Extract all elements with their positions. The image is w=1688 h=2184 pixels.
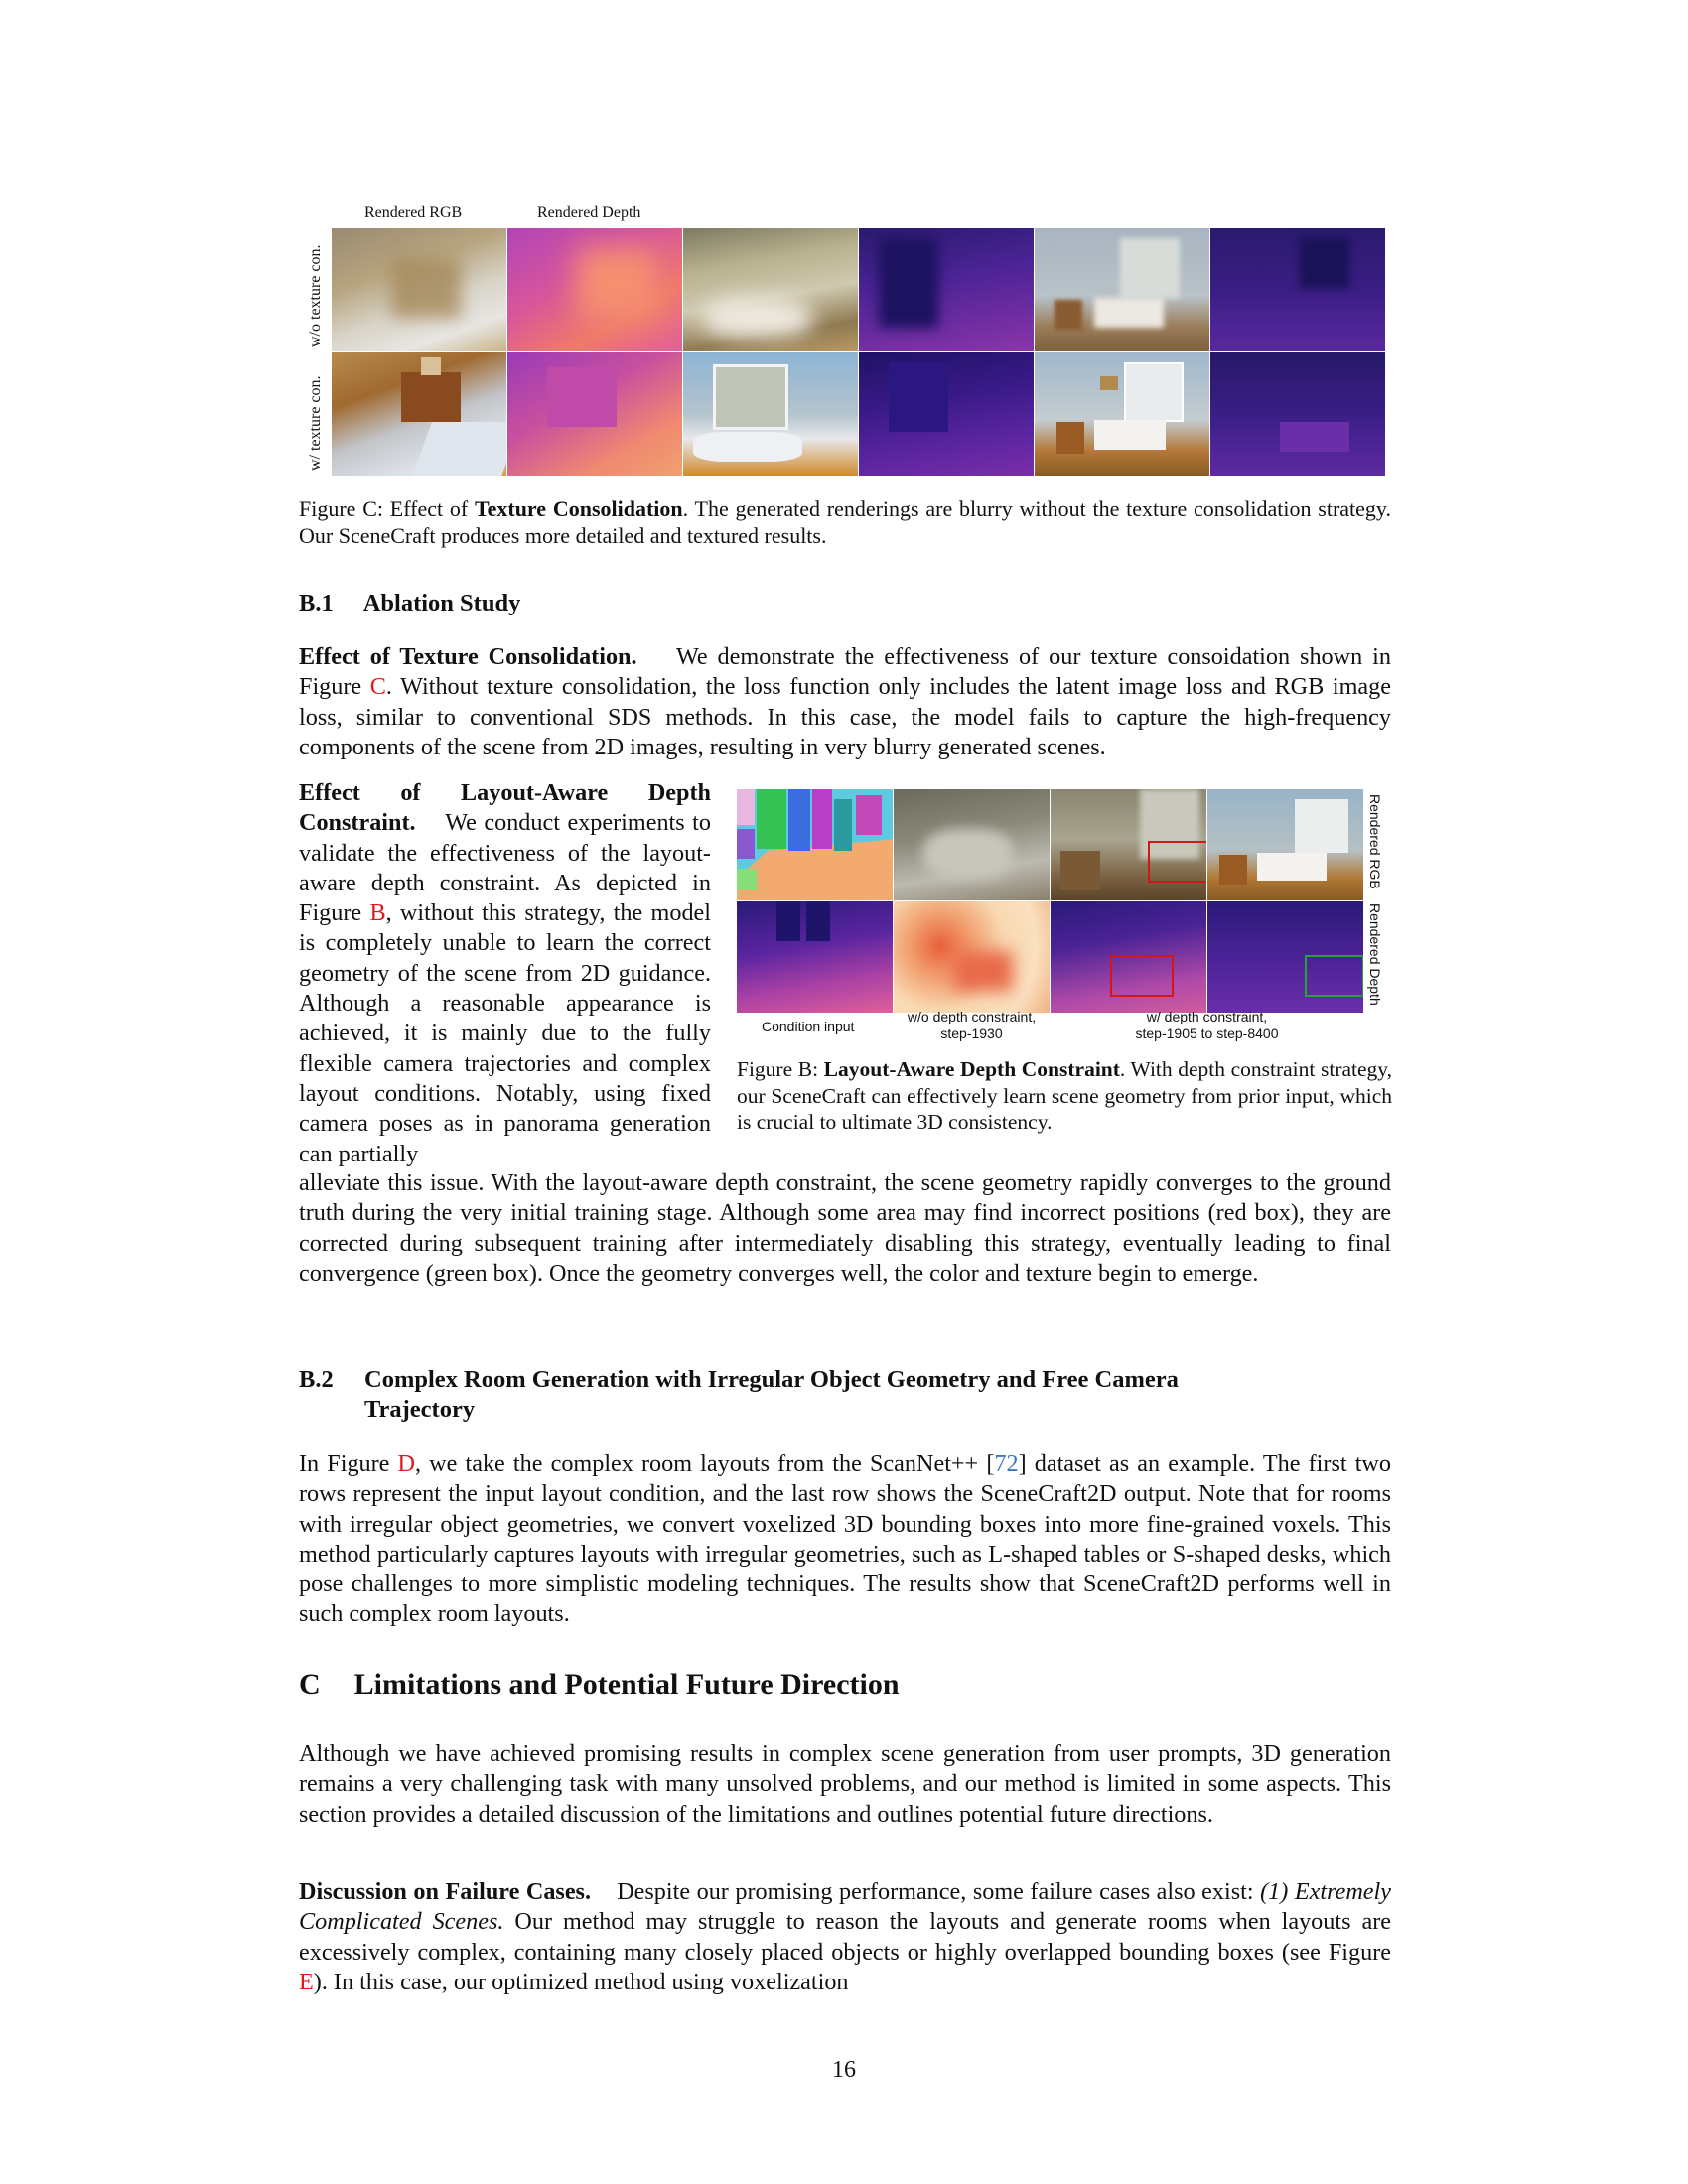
section-title-line: Complex Room Generation with Irregular Object Geometry and Free Camera bbox=[364, 1366, 1179, 1393]
figure-c-caption bbox=[299, 495, 1391, 549]
render-depth-sharp-1 bbox=[507, 352, 682, 476]
figure-ref-c[interactable]: C bbox=[369, 673, 386, 701]
section-c-heading bbox=[299, 1668, 900, 1702]
paragraph-text: ] dataset as an example. The first two rows represent the input layout condition, and the last row shows the SceneCraft2D output. Note that for rooms with irregular object geometries, we convert voxelized 3D bounding boxes into more fine-grained voxels. This method particularly captures layouts with irregular geometries, such as L-shaped tables or S-shaped desks, which pose challenges to more simplistic modeling techniques. The results show that SceneCraft2D performs well in such complex room layouts. bbox=[299, 1450, 1391, 1628]
label-rendered-depth: Rendered Depth bbox=[1367, 903, 1383, 1006]
label-line: w/ depth constraint, bbox=[1146, 1009, 1268, 1024]
paragraph-text: Although we have achieved promising results in complex scene generation from user prompts, 3D generation remains a very challenging task with many unsolved problems, and our method is limited in some aspects. This section provides a detailed discussion of the limitations and outlines potential future directions. bbox=[299, 1740, 1391, 1828]
rgb-with-constraint-early bbox=[1051, 789, 1206, 900]
paragraph-texture-consolidation bbox=[299, 642, 1391, 762]
paragraph-text: We conduct experiments to validate the effectiveness of the layout-aware depth constraint. As depicted in Figure bbox=[299, 809, 711, 927]
paragraph-lead: Effect of Texture Consolidation. bbox=[299, 643, 637, 670]
figure-ref-b[interactable]: B bbox=[369, 899, 386, 927]
depth-with-constraint-early bbox=[1051, 901, 1206, 1013]
caption-bold: Layout-Aware Depth Constraint bbox=[823, 1057, 1120, 1081]
paragraph-text: . Without texture consolidation, the loss function only includes the latent image loss and RGB image loss, similar to conventional SDS methods. In this case, the model fails to capture the high-frequency components of the scene from 2D images, resulting in very blurry generated scenes. bbox=[299, 673, 1391, 760]
paragraph-lead: Discussion on Failure Cases. bbox=[299, 1878, 592, 1905]
section-number: B.1 bbox=[299, 590, 334, 616]
section-number: B.2 bbox=[299, 1366, 334, 1393]
section-number: C bbox=[299, 1668, 321, 1701]
paragraph-depth-constraint-wrap bbox=[299, 778, 711, 1169]
col-label-rgb: Rendered RGB bbox=[364, 205, 463, 221]
section-b2-heading bbox=[299, 1365, 1179, 1425]
paragraph-text: , we take the complex room layouts from the ScanNet++ [ bbox=[415, 1450, 995, 1477]
section-b1-heading bbox=[299, 590, 520, 617]
render-rgb-sharp-2 bbox=[683, 352, 858, 476]
paragraph-limitations-intro bbox=[299, 1739, 1391, 1830]
rgb-without-constraint bbox=[894, 789, 1050, 900]
paragraph-text: Despite our promising performance, some failure cases also exist: bbox=[617, 1878, 1261, 1905]
render-depth-blurry-1 bbox=[507, 228, 682, 351]
depth-without-constraint bbox=[894, 901, 1050, 1013]
rgb-with-constraint-final bbox=[1207, 789, 1363, 900]
paragraph-depth-constraint-continued bbox=[299, 1168, 1391, 1289]
paragraph-complex-room bbox=[299, 1449, 1391, 1630]
section-title: Ablation Study bbox=[362, 590, 521, 616]
label-without-constraint bbox=[894, 1009, 1050, 1042]
render-rgb-blurry-3 bbox=[1035, 228, 1209, 351]
paragraph-text: Our method may struggle to reason the layouts and generate rooms when layouts are excessively complex, containing many closely placed objects or highly overlapped bounding boxes (see Figure bbox=[299, 1908, 1391, 1966]
paragraph-text: , without this strategy, the model is completely unable to learn the correct geometry of the scene from 2D guidance. Although a reasonable appearance is achieved, it is mainly due to the fully flexible camera trajectories and complex layout conditions. Notably, using fixed camera poses as in panorama generation can partially bbox=[299, 899, 712, 1167]
figure-ref-d[interactable]: D bbox=[397, 1450, 416, 1477]
paragraph-italic: (1) Extremely Complicated Scenes. bbox=[299, 1878, 1391, 1936]
render-rgb-blurry-1 bbox=[332, 228, 506, 351]
col-label-depth: Rendered Depth bbox=[537, 205, 641, 221]
label-with-constraint bbox=[1051, 1009, 1363, 1042]
render-rgb-sharp-3 bbox=[1035, 352, 1209, 476]
paragraph-text: alleviate this issue. With the layout-aware depth constraint, the scene geometry rapidly converges to the ground truth during the very initial training stage. Although some area may find incorrect positions (red box), they are corrected during subsequent training after intermediately disabling this strategy, eventually leading to final convergence (green box). Once the geometry converges well, the color and texture begin to emerge. bbox=[299, 1169, 1391, 1287]
paragraph-text: We demonstrate the effectiveness of our texture consoidation shown in Figure bbox=[299, 643, 1391, 701]
figure-ref-e[interactable]: E bbox=[299, 1968, 314, 1995]
label-line: w/o depth constraint, bbox=[907, 1009, 1037, 1024]
label-condition-input: Condition input bbox=[762, 1019, 855, 1034]
render-depth-blurry-3 bbox=[1210, 228, 1385, 351]
paragraph-text: In Figure bbox=[299, 1450, 398, 1477]
section-title: Limitations and Potential Future Direction bbox=[353, 1668, 900, 1701]
label-line: step-1930 bbox=[940, 1025, 1003, 1041]
paragraph-lead: Effect of Layout-Aware Depth Constraint. bbox=[299, 779, 711, 837]
label-rendered-rgb: Rendered RGB bbox=[1367, 794, 1383, 889]
page-number: 16 bbox=[832, 2057, 856, 2083]
caption-rest: . With depth constraint strategy, our SceneCraft can effectively learn scene geometry from prior input, which is crucial to ultimate 3D consistency. bbox=[737, 1057, 1393, 1134]
figure-b-caption bbox=[737, 1056, 1392, 1136]
row-label-without: w/o texture con. bbox=[307, 244, 324, 347]
render-depth-blurry-2 bbox=[859, 228, 1034, 351]
caption-prefix: Figure B: bbox=[737, 1057, 824, 1081]
caption-rest: . The generated renderings are blurry without the texture consolidation strategy. Our SceneCraft produces more detailed and textured results. bbox=[299, 496, 1392, 548]
paragraph-failure-cases bbox=[299, 1877, 1391, 1997]
render-rgb-sharp-1 bbox=[332, 352, 506, 476]
depth-condition bbox=[737, 901, 893, 1013]
render-depth-sharp-3 bbox=[1210, 352, 1385, 476]
section-title-line: Trajectory bbox=[364, 1396, 476, 1423]
citation-ref-72[interactable]: 72 bbox=[994, 1450, 1019, 1477]
condition-input-layout bbox=[737, 789, 893, 900]
caption-prefix: Figure C: Effect of bbox=[299, 496, 475, 521]
row-label-with: w/ texture con. bbox=[307, 375, 324, 471]
depth-with-constraint-final bbox=[1207, 901, 1363, 1013]
render-depth-sharp-2 bbox=[859, 352, 1034, 476]
render-rgb-blurry-2 bbox=[683, 228, 858, 351]
label-line: step-1905 to step-8400 bbox=[1135, 1025, 1279, 1041]
caption-bold: Texture Consolidation bbox=[474, 496, 683, 521]
paragraph-text: ). In this case, our optimized method using voxelization bbox=[313, 1968, 849, 1995]
